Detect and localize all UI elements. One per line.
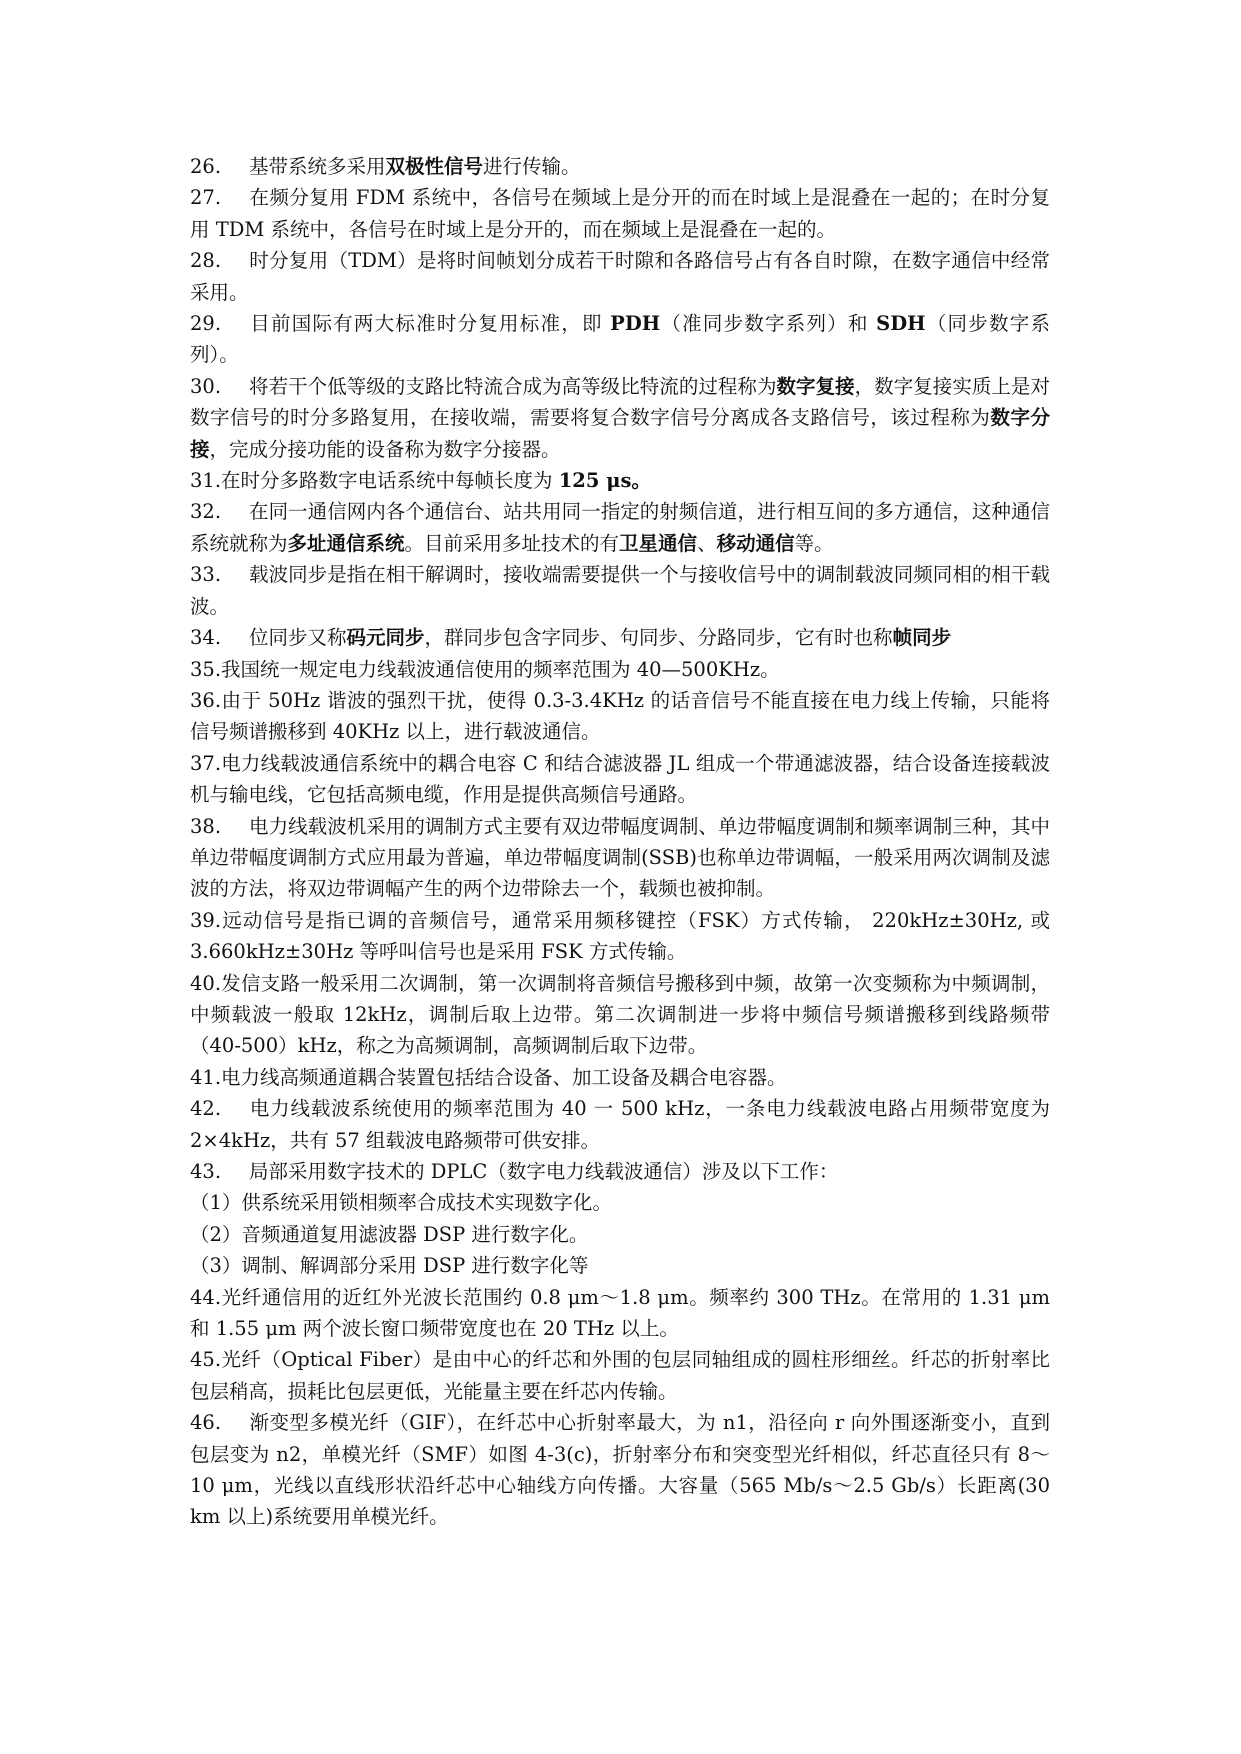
- bold-term: 多址通信系统: [287, 531, 405, 555]
- text-run: 进行传输。: [483, 155, 581, 178]
- paragraph-item: [190, 496, 1050, 559]
- paragraph-item: [190, 748, 1050, 811]
- bold-term: 数字分接: [190, 406, 1050, 461]
- paragraph-item: [190, 1344, 1050, 1407]
- item-number: 27.: [190, 186, 222, 210]
- paragraph-item: [190, 811, 1050, 905]
- text-run: 等。: [794, 531, 834, 555]
- text-run: 电力线高频通道耦合装置包括结合设备、加工设备及耦合电容器。: [221, 1065, 787, 1089]
- bold-term: SDH: [876, 312, 926, 336]
- item-number: 29.: [190, 312, 222, 336]
- text-run: 在时分多路数字电话系统中每帧长度为: [221, 469, 559, 493]
- text-run: （1）供系统采用锁相频率合成技术实现数字化。: [190, 1191, 612, 1215]
- paragraph-item: [190, 465, 1050, 496]
- item-number: 38.: [190, 814, 222, 838]
- item-number: 45.: [190, 1348, 222, 1372]
- paragraph-item: [190, 622, 1050, 653]
- text-run: 时分复用（TDM）是将时间帧划分成若干时隙和各路信号占有各自时隙，在数字通信中经常采用。: [190, 249, 1050, 304]
- text-run: 发信支路一般采用二次调制，第一次调制将音频信号搬移到中频，故第一次变频称为中频调制，中频载波一般取 12kHz，调制后取上边带。第二次调制进一步将中频信号频谱搬移到线路频带（40-500）kHz，称之为高频调制，高频调制后取下边带。: [190, 971, 1050, 1058]
- text-run: 电力线载波通信系统中的耦合电容 C 和结合滤波器 JL 组成一个带通滤波器，结合设备连接载波机与输电线，它包括高频电缆，作用是提供高频信号通路。: [190, 751, 1050, 807]
- paragraph-item: [190, 559, 1050, 622]
- text-run: 光纤通信用的近红外光波长范围约 0.8 μm～1.8 μm。频率约 300 THz。在常用的 1.31 μm 和 1.55 μm 两个波长窗口频带宽度也在 20 THz 以上。: [190, 1285, 1050, 1341]
- paragraph-item: [190, 371, 1050, 465]
- text-run: ，数字复接实质上是对数字信号的时分多路复用，在接收端，需要将复合数字信号分离成各支路信号，该过程称为: [190, 374, 1050, 430]
- text-run: ，完成分接功能的设备称为数字分接器。: [209, 437, 561, 461]
- bold-term: 数字复接: [776, 374, 855, 398]
- text-run: 远动信号是指已调的音频信号，通常采用频移键控（FSK）方式传输， 220kHz±30Hz, 或 3.660kHz±30Hz 等呼叫信号也是采用 FSK 方式传输。: [190, 908, 1050, 964]
- item-number: 28.: [190, 249, 222, 273]
- text-run: （同步数字系列）。: [190, 312, 1050, 367]
- paragraph-item: [190, 1219, 1050, 1250]
- paragraph-item: [190, 308, 1050, 371]
- item-number: 39.: [190, 908, 222, 932]
- paragraph-item: [190, 968, 1050, 1062]
- text-run: （3）调制、解调部分采用 DSP 进行数字化等: [190, 1254, 589, 1278]
- paragraph-item: [190, 1250, 1050, 1281]
- item-number: 34.: [190, 626, 222, 650]
- paragraph-item: [190, 151, 1050, 182]
- document-body: [190, 151, 1050, 1533]
- paragraph-item: [190, 1282, 1050, 1345]
- item-number: 36.: [190, 688, 222, 712]
- item-number: 46.: [190, 1411, 222, 1435]
- paragraph-item: [190, 182, 1050, 245]
- text-run: 渐变型多模光纤（GIF），在纤芯中心折射率最大，为 n1，沿径向 r 向外围逐渐变小，直到包层变为 n2，单模光纤（SMF）如图 4-3(c)，折射率分布和突变型光纤相似，纤芯直径只有 8～10 μm，光线以直线形状沿纤芯中心轴线方向传播。大容量（565 Mb/s～2.5 Gb/s）长距离(30 km 以上)系统要用单模光纤。: [190, 1411, 1050, 1529]
- text-run: 将若干个低等级的支路比特流合成为高等级比特流的过程称为: [249, 374, 777, 398]
- text-run: 电力线载波机采用的调制方式主要有双边带幅度调制、单边带幅度调制和频率调制三种，其中单边带幅度调制方式应用最为普遍，单边带幅度调制(SSB)也称单边带调幅，一般采用两次调制及滤波的方法，将双边带调幅产生的两个边带除去一个，载频也被抑制。: [190, 814, 1050, 901]
- item-number: 42.: [190, 1097, 222, 1121]
- bold-term: 125 μs。: [558, 469, 651, 493]
- paragraph-item: [190, 1093, 1050, 1156]
- paragraph-item: [190, 245, 1050, 308]
- item-number: 37.: [190, 751, 222, 775]
- text-run: （2）音频通道复用滤波器 DSP 进行数字化。: [190, 1222, 589, 1246]
- item-number: 43.: [190, 1160, 222, 1183]
- text-run: 由于 50Hz 谐波的强烈干扰，使得 0.3-3.4KHz 的话音信号不能直接在电力线上传输，只能将信号频谱搬移到 40KHz 以上，进行载波通信。: [190, 688, 1050, 744]
- bold-term: 移动通信: [716, 531, 795, 555]
- bold-term: 帧同步: [892, 626, 952, 650]
- item-number: 35.: [190, 657, 222, 681]
- item-number: 33.: [190, 563, 222, 587]
- paragraph-item: [190, 1407, 1050, 1533]
- bold-term: PDH: [610, 312, 661, 336]
- item-number: 31.: [190, 469, 222, 493]
- bold-term: 码元同步: [346, 626, 425, 650]
- item-number: 30.: [190, 374, 222, 398]
- item-number: 44.: [190, 1285, 222, 1309]
- bold-term: 双极性信号: [385, 155, 484, 178]
- text-run: （准同步数字系列）和: [660, 312, 877, 336]
- item-number: 32.: [190, 500, 222, 524]
- item-number: 26.: [190, 155, 222, 178]
- text-run: 位同步又称: [249, 626, 347, 650]
- text-run: 基带系统多采用: [249, 155, 386, 178]
- text-run: 局部采用数字技术的 DPLC（数字电力线载波通信）涉及以下工作：: [249, 1160, 839, 1183]
- bold-term: 卫星通信: [619, 531, 698, 555]
- text-run: 电力线载波系统使用的频率范围为 40 一 500 kHz，一条电力线载波电路占用频带宽度为 2×4kHz，共有 57 组载波电路频带可供安排。: [190, 1097, 1050, 1152]
- item-number: 41.: [190, 1065, 222, 1089]
- text-run: ，群同步包含字同步、句同步、分路同步，它有时也称: [424, 626, 893, 650]
- text-run: 、: [697, 531, 717, 555]
- paragraph-item: [190, 1187, 1050, 1218]
- paragraph-item: [190, 1062, 1050, 1093]
- text-run: 在频分复用 FDM 系统中，各信号在频域上是分开的而在时域上是混叠在一起的；在时分复用 TDM 系统中，各信号在时域上是分开的，而在频域上是混叠在一起的。: [190, 186, 1050, 241]
- text-run: 目前国际有两大标准时分复用标准，即: [249, 312, 611, 336]
- paragraph-item: [190, 685, 1050, 748]
- paragraph-item: [190, 905, 1050, 968]
- text-run: 光纤（Optical Fiber）是由中心的纤芯和外围的包层同轴组成的圆柱形细丝。纤芯的折射率比包层稍高，损耗比包层更低，光能量主要在纤芯内传输。: [190, 1348, 1050, 1403]
- paragraph-item: [190, 654, 1050, 685]
- text-run: 。目前采用多址技术的有: [404, 531, 620, 555]
- text-run: 载波同步是指在相干解调时，接收端需要提供一个与接收信号中的调制载波同频同相的相干载波。: [190, 563, 1050, 618]
- item-number: 40.: [190, 971, 222, 995]
- paragraph-item: [190, 1156, 1050, 1187]
- text-run: 我国统一规定电力线载波通信使用的频率范围为 40—500KHz。: [221, 657, 780, 681]
- text-run: 在同一通信网内各个通信台、站共用同一指定的射频信道，进行相互间的多方通信，这种通信系统就称为: [190, 500, 1050, 555]
